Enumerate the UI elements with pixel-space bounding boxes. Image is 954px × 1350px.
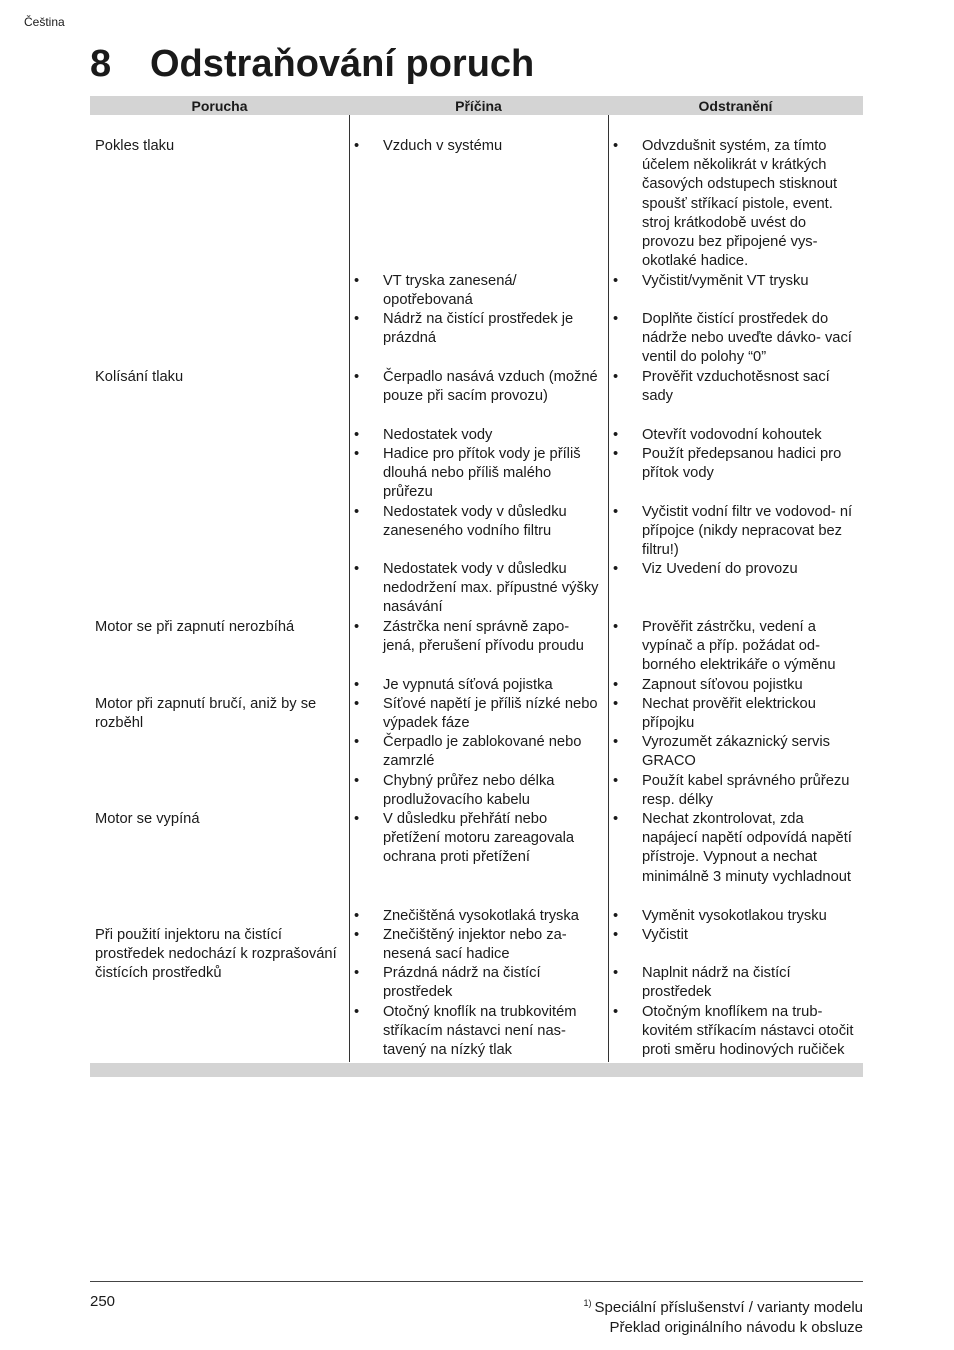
cause-item: • Znečištěná vysokotlaká tryska: [350, 907, 608, 926]
remedy-item: • Vyčistit/vyměnit VT trysku: [609, 272, 863, 291]
column-header-remedy: Odstranění: [698, 97, 773, 114]
fault-cell: Motor se při zapnutí nerozbíhá: [95, 619, 295, 635]
footnote-text: Speciální příslušenství / varianty modelu: [594, 1299, 863, 1316]
remedy-item: • Zapnout síťovou pojistku: [609, 676, 863, 695]
fault-cell: Při použití injektoru na čistící prostředek nedochází k rozprašování čistících prostředků: [95, 927, 337, 982]
cause-item: • Prázdná nádrž na čistící prostředek: [350, 964, 608, 1002]
fault-column: [90, 115, 349, 1062]
page-title: [90, 40, 534, 88]
column-header-fault: Porucha: [191, 97, 248, 114]
fault-cell: Motor při zapnutí bručí, aniž by se rozběhl: [95, 696, 317, 732]
remedy-item: • Otevřít vodovodní kohoutek: [609, 426, 863, 445]
footer-rule: [90, 1281, 863, 1282]
remedy-item: • Odvzdušnit systém, za tímto účelem několikrát v krátkých časových odstupech stisknout spoušť stříkací pistole, event. stroj krátkodobě uvést do provozu bez připojené vys- okotlaké hadice.: [609, 137, 863, 271]
cause-item: • VT tryska zanesená/ opotřebovaná: [350, 272, 608, 310]
cause-item: • Nedostatek vody v důsledku nedodržení max. přípustné výšky nasávání: [350, 560, 608, 618]
remedy-item: • Prověřit vzduchotěsnost sací sady: [609, 368, 863, 406]
cause-item: • Síťové napětí je příliš nízké nebo výpadek fáze: [350, 695, 608, 733]
remedy-column: [608, 115, 863, 1062]
table-header: [90, 96, 863, 115]
remedy-item: • Nechat zkontrolovat, zda napájecí napětí odpovídá napětí přístroje. Vypnout a nechat minimálně 3 minuty vychladnout: [609, 810, 863, 887]
footnote: [584, 1293, 863, 1318]
column-header-cause: Příčina: [455, 97, 502, 114]
table-footer-bar: [90, 1063, 863, 1077]
fault-cell: Motor se vypíná: [95, 811, 200, 827]
remedy-item: • Použít předepsanou hadici pro přítok vody: [609, 445, 863, 483]
section-title: Odstraňování poruch: [150, 43, 535, 85]
remedy-item: • Doplňte čistící prostředek do nádrže nebo uveďte dávko- vací ventil do polohy “0”: [609, 310, 863, 368]
footnote-mark: 1): [583, 1298, 592, 1308]
fault-cell: Pokles tlaku: [95, 138, 175, 154]
remedy-item: • Otočným knoflíkem na trub- kovitém stříkacím nástavci otočit proti směru hodinových ručiček: [609, 1003, 863, 1080]
cause-item: • Nádrž na čistící prostředek je prázdná: [350, 310, 608, 348]
cause-item: • Chybný průřez nebo délka prodlužovacího kabelu: [350, 772, 608, 810]
cause-item: • Otočný knoflík na trubkovitém stříkacím nástavci není nas- tavený na nízký tlak: [350, 1003, 608, 1061]
language-label: Čeština: [24, 15, 65, 29]
cause-item: • Čerpadlo je zablokované nebo zamrzlé: [350, 733, 608, 771]
remedy-item: • Viz Uvedení do provozu: [609, 560, 863, 579]
remedy-item: • Vyrozumět zákaznický servis GRACO: [609, 733, 863, 771]
fault-cell: Kolísání tlaku: [95, 369, 184, 385]
cause-item: • Nedostatek vody: [350, 426, 608, 445]
remedy-item: • Vyčistit: [609, 926, 863, 945]
cause-item: • V důsledku přehřátí nebo přetížení motoru zareagovala ochrana proti přetížení: [350, 810, 608, 868]
section-number: 8: [90, 43, 112, 85]
remedy-item: • Vyměnit vysokotlakou trysku: [609, 907, 863, 926]
footer-notes: [584, 1293, 863, 1338]
remedy-item: • Použít kabel správného průřezu resp. délky: [609, 772, 863, 810]
cause-item: • Znečištěný injektor nebo za- nesená sací hadice: [350, 926, 608, 964]
cause-column: [349, 115, 608, 1062]
cause-item: • Nedostatek vody v důsledku zaneseného vodního filtru: [350, 503, 608, 541]
cause-item: • Čerpadlo nasává vzduch (možné pouze při sacím provozu): [350, 368, 608, 406]
remedy-item: • Nechat prověřit elektrickou přípojku: [609, 695, 863, 733]
cause-item: • Vzduch v systému: [350, 137, 608, 156]
table-body: [90, 115, 863, 1062]
remedy-item: • Naplnit nádrž na čistící prostředek: [609, 964, 863, 1002]
cause-item: • Zástrčka není správně zapo- jená, přerušení přívodu proudu: [350, 618, 608, 656]
page-number: 250: [90, 1293, 116, 1310]
doc-note: Překlad originálního návodu k obsluze: [609, 1319, 863, 1336]
troubleshooting-table: [90, 96, 863, 1062]
remedy-item: • Vyčistit vodní filtr ve vodovod- ní přípojce (nikdy nepracovat bez filtru!): [609, 503, 863, 561]
cause-item: • Hadice pro přítok vody je příliš dlouhá nebo příliš malého průřezu: [350, 445, 608, 503]
remedy-item: • Prověřit zástrčku, vedení a vypínač a příp. požádat od- borného elektrikáře o výměnu: [609, 618, 863, 676]
cause-item: • Je vypnutá síťová pojistka: [350, 676, 608, 695]
